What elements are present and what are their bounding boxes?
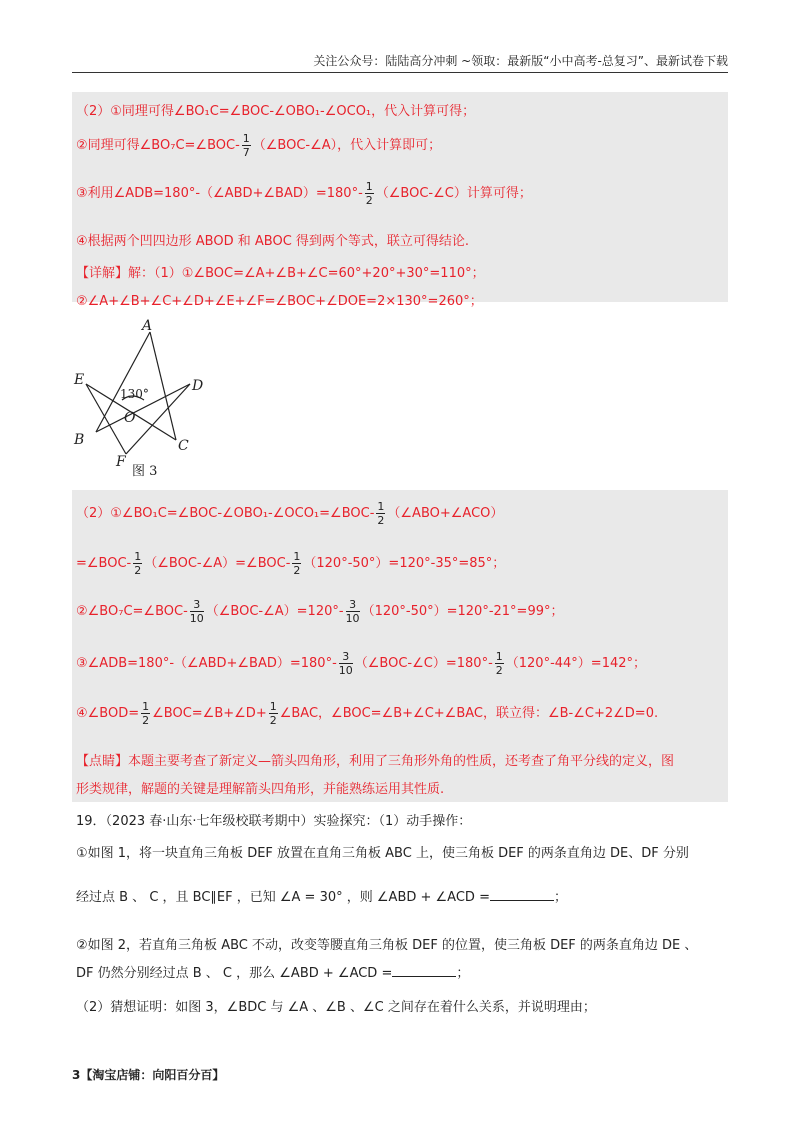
- figure-3: [72, 318, 204, 480]
- answer-blank-1[interactable]: [490, 900, 554, 901]
- figure-caption: 图 3: [132, 464, 158, 479]
- label-B: B: [74, 432, 85, 448]
- label-O: O: [124, 410, 136, 426]
- angle-label: 130°: [120, 387, 149, 401]
- answer-blank-2[interactable]: [392, 976, 456, 977]
- line-a-b: [96, 332, 150, 432]
- comment-line-1: 【点睛】本题主要考查了新定义—箭头四角形，利用了三角形外角的性质，还考查了角平分线的定义，图: [76, 754, 675, 769]
- problem-line-4: ②如图 2，若直角三角板 ABC 不动，改变等腰直角三角板 DEF 的位置，使三角板 DEF 的两条直角边 DE 、: [76, 938, 698, 953]
- solution-line-1: （2）①∠BO₁C=∠BOC-∠OBO₁-∠OCO₁=∠BOC- $\frac{1}{2}$ （∠ABO+∠ACO）: [76, 500, 504, 527]
- problem-line-6: （2）猜想证明：如图 3，∠BDC 与 ∠A 、∠B 、∠C 之间存在着什么关系，并说明理由；: [76, 1000, 596, 1015]
- problem-line-2: ①如图 1，将一块直角三角板 DEF 放置在直角三角板 ABC 上，使三角板 DEF 的两条直角边 DE、DF 分别: [76, 846, 689, 861]
- problem-line-3: 经过点 B 、 C ，且 BC∥EF ，已知 ∠A = 30° ，则 ∠ABD + ∠ACD = ；: [76, 890, 567, 905]
- solution-line-4: ③∠ADB=180°-（∠ABD+∠BAD）=180°- $\frac{3}{10}$ （∠BOC-∠C）=180°- $\frac{1}{2}$ （120°-44°）=142°；: [76, 650, 647, 677]
- analysis-line-2: ②同理可得∠BO₇C=∠BOC- $\frac{1}{7}$ （∠BOC-∠A），代入计算即可；: [76, 132, 442, 159]
- label-C: C: [178, 438, 189, 454]
- analysis-line-3: ③利用∠ADB=180°-（∠ABD+∠BAD）=180°- $\frac{1}{2}$ （∠BOC-∠C）计算可得；: [76, 180, 532, 207]
- analysis-line-1: （2）①同理可得∠BO₁C=∠BOC-∠OBO₁-∠OCO₁，代入计算可得；: [76, 104, 476, 119]
- detail-line-2: ②∠A+∠B+∠C+∠D+∠E+∠F=∠BOC+∠DOE=2×130°=260°；: [76, 294, 483, 309]
- label-D: D: [192, 378, 204, 394]
- figure-3-diagram: [72, 318, 204, 480]
- page-header: 关注公众号：陆陆高分冲刺 ~领取：最新版“小中高考-总复习”、最新试卷下载: [72, 52, 728, 73]
- solution-line-3: ②∠BO₇C=∠BOC- $\frac{3}{10}$ （∠BOC-∠A）=120°- $\frac{3}{10}$ （120°-50°）=120°-21°=99°；: [76, 598, 564, 625]
- analysis-line-4: ④根据两个凹四边形 ABOD 和 ABOC 得到两个等式，联立可得结论.: [76, 234, 470, 249]
- label-E: E: [74, 372, 85, 388]
- solution-line-5: ④∠BOD= $\frac{1}{2}$ ∠BOC=∠B+∠D+ $\frac{1}{2}$ ∠BAC，∠BOC=∠B+∠C+∠BAC，联立得：∠B-∠C+2∠D=0.: [76, 700, 659, 727]
- comment-line-2: 形类规律，解题的关键是理解箭头四角形，并能熟练运用其性质.: [76, 782, 445, 797]
- solution-line-2: =∠BOC- $\frac{1}{2}$ （∠BOC-∠A）=∠BOC- $\frac{1}{2}$ （120°-50°）=120°-35°=85°；: [76, 550, 506, 577]
- label-A: A: [142, 318, 153, 334]
- label-F: F: [116, 454, 126, 470]
- page-footer: 3【淘宝店铺：向阳百分百】: [72, 1068, 225, 1082]
- problem-title: 19．（2023 春·山东·七年级校联考期中）实验探究：（1）动手操作：: [76, 814, 472, 829]
- problem-line-5: DF 仍然分别经过点 B 、 C ，那么 ∠ABD + ∠ACD = ；: [76, 966, 470, 981]
- detail-line-1: 【详解】解：（1）①∠BOC=∠A+∠B+∠C=60°+20°+30°=110°；: [76, 266, 485, 281]
